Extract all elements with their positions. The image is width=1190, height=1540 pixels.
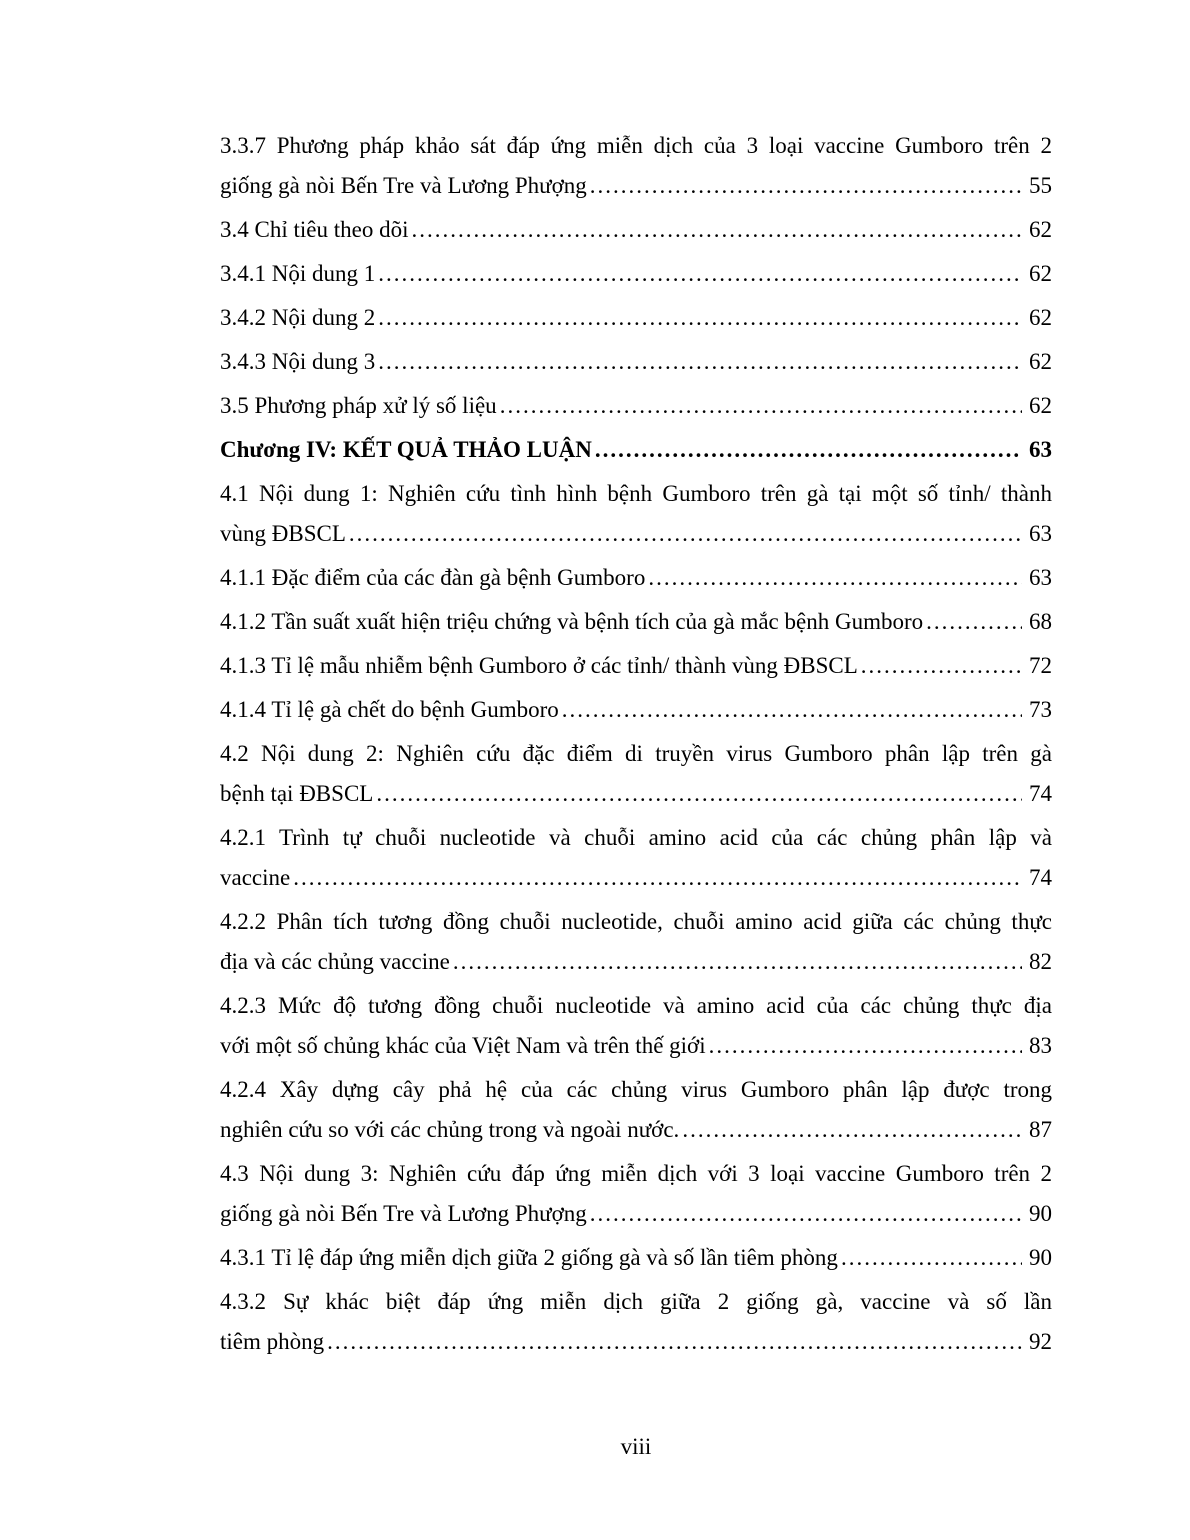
toc-page-number: 90 — [1029, 1201, 1052, 1226]
toc-page-number: 62 — [1029, 305, 1052, 330]
toc-entry-text-line: 4.3 Nội dung 3: Nghiên cứu đáp ứng miễn dịch với 3 loại vaccine Gumboro trên 2 — [220, 1161, 1052, 1186]
toc-page-number: 55 — [1029, 173, 1052, 198]
toc-entry — [220, 558, 1052, 598]
toc-entry — [220, 646, 1052, 686]
toc-entry-last-line — [220, 774, 1052, 814]
toc-entry-title: 3.4.1 Nội dung 1 — [220, 261, 376, 286]
toc-leader-dots — [648, 558, 1022, 598]
toc-leader-dots — [376, 774, 1022, 814]
toc-leader-dots — [327, 1322, 1022, 1362]
toc-entry — [220, 342, 1052, 382]
toc-entry-title: giống gà nòi Bến Tre và Lương Phượng — [220, 173, 587, 198]
toc-entry-title: địa và các chủng vaccine — [220, 949, 450, 974]
footer-page-number: viii — [620, 1434, 652, 1459]
toc-entry-text-line: 4.2.2 Phân tích tương đồng chuỗi nucleotide, chuỗi amino acid giữa các chủng thực — [220, 909, 1052, 934]
toc-entry-text-line: 4.3.2 Sự khác biệt đáp ứng miễn dịch giữa 2 giống gà, vaccine và số lần — [220, 1289, 1052, 1314]
toc-entry — [220, 430, 1052, 470]
toc-page-number: 62 — [1029, 349, 1052, 374]
toc-entry — [220, 690, 1052, 730]
toc-entry-title: 3.5 Phương pháp xử lý số liệu — [220, 393, 497, 418]
toc-entry-last-line — [220, 1110, 1052, 1150]
toc-leader-dots — [709, 1026, 1022, 1066]
toc-entry-last-line — [220, 166, 1052, 206]
toc-entry — [220, 1282, 1052, 1362]
toc-entry — [220, 386, 1052, 426]
toc-entry-title: 4.1.4 Tỉ lệ gà chết do bệnh Gumboro — [220, 697, 559, 722]
toc-entry-text-line: 3.3.7 Phương pháp khảo sát đáp ứng miễn dịch của 3 loại vaccine Gumboro trên 2 — [220, 133, 1052, 158]
toc-leader-dots — [595, 430, 1022, 470]
toc-entry-last-line — [220, 690, 1052, 730]
toc-leader-dots — [500, 386, 1022, 426]
toc-entry-title: 3.4 Chỉ tiêu theo dõi — [220, 217, 409, 242]
toc-entry-last-line — [220, 1026, 1052, 1066]
toc-entry-title: 3.4.3 Nội dung 3 — [220, 349, 376, 374]
toc-page-number: 92 — [1029, 1329, 1052, 1354]
toc-list — [220, 126, 1052, 1362]
toc-page-number: 87 — [1029, 1117, 1052, 1142]
toc-entry-title: 4.1.2 Tần suất xuất hiện triệu chứng và bệnh tích của gà mắc bệnh Gumboro — [220, 609, 924, 634]
toc-entry — [220, 1070, 1052, 1150]
toc-leader-dots — [378, 342, 1022, 382]
toc-page-number: 62 — [1029, 393, 1052, 418]
toc-leader-dots — [349, 514, 1022, 554]
toc-leader-dots — [841, 1238, 1022, 1278]
toc-leader-dots — [411, 210, 1022, 250]
toc-entry-title: vaccine — [220, 865, 291, 890]
toc-entry-title: với một số chủng khác của Việt Nam và trên thế giới — [220, 1033, 706, 1058]
toc-entry-text-line: 4.2.3 Mức độ tương đồng chuỗi nucleotide và amino acid của các chủng thực địa — [220, 993, 1052, 1018]
toc-leader-dots — [562, 690, 1022, 730]
toc-entry-last-line — [220, 298, 1052, 338]
toc-page-number: 63 — [1029, 565, 1052, 590]
toc-leader-dots — [861, 646, 1022, 686]
toc-page-number: 68 — [1029, 609, 1052, 634]
toc-entry-title: bệnh tại ĐBSCL — [220, 781, 374, 806]
toc-entry-last-line — [220, 210, 1052, 250]
toc-entry — [220, 902, 1052, 982]
toc-leader-dots — [293, 858, 1022, 898]
toc-entry-title: tiêm phòng — [220, 1329, 325, 1354]
toc-leader-dots — [926, 602, 1022, 642]
toc-page-number: 63 — [1029, 521, 1052, 546]
toc-entry-title: 4.1.1 Đặc điểm của các đàn gà bệnh Gumboro — [220, 565, 646, 590]
toc-entry-title: Chương IV: KẾT QUẢ THẢO LUẬN — [220, 437, 592, 462]
toc-entry-last-line — [220, 254, 1052, 294]
toc-leader-dots — [453, 942, 1022, 982]
toc-page-number: 62 — [1029, 261, 1052, 286]
toc-page-number: 83 — [1029, 1033, 1052, 1058]
toc-page-number: 82 — [1029, 949, 1052, 974]
toc-entry-last-line — [220, 858, 1052, 898]
toc-entry-title: nghiên cứu so với các chủng trong và ngoài nước. — [220, 1117, 680, 1142]
toc-entry-last-line — [220, 386, 1052, 426]
toc-entry-title: 4.1.3 Tỉ lệ mẫu nhiễm bệnh Gumboro ở các tỉnh/ thành vùng ĐBSCL — [220, 653, 858, 678]
toc-entry-text-line: 4.1 Nội dung 1: Nghiên cứu tình hình bệnh Gumboro trên gà tại một số tỉnh/ thành — [220, 481, 1052, 506]
toc-entry-last-line — [220, 430, 1052, 470]
toc-entry-last-line — [220, 942, 1052, 982]
toc-entry-text-line: 4.2.1 Trình tự chuỗi nucleotide và chuỗi amino acid của các chủng phân lập và — [220, 825, 1052, 850]
toc-entry-last-line — [220, 1194, 1052, 1234]
toc-entry — [220, 1238, 1052, 1278]
toc-entry-text-line: 4.2 Nội dung 2: Nghiên cứu đặc điểm di truyền virus Gumboro phân lập trên gà — [220, 741, 1052, 766]
toc-entry-last-line — [220, 514, 1052, 554]
toc-entry-title: giống gà nòi Bến Tre và Lương Phượng — [220, 1201, 587, 1226]
toc-entry — [220, 818, 1052, 898]
toc-entry — [220, 734, 1052, 814]
toc-entry-last-line — [220, 646, 1052, 686]
toc-page-number: 90 — [1029, 1245, 1052, 1270]
toc-leader-dots — [590, 1194, 1022, 1234]
toc-leader-dots — [682, 1110, 1022, 1150]
toc-entry-text-line: 4.2.4 Xây dựng cây phả hệ của các chủng virus Gumboro phân lập được trong — [220, 1077, 1052, 1102]
toc-entry-last-line — [220, 1238, 1052, 1278]
toc-entry — [220, 298, 1052, 338]
toc-entry — [220, 210, 1052, 250]
toc-entry — [220, 602, 1052, 642]
toc-page-number: 74 — [1029, 781, 1052, 806]
toc-entry — [220, 1154, 1052, 1234]
toc-entry-last-line — [220, 1322, 1052, 1362]
toc-leader-dots — [378, 298, 1022, 338]
toc-entry — [220, 986, 1052, 1066]
toc-page-number: 62 — [1029, 217, 1052, 242]
toc-entry-last-line — [220, 558, 1052, 598]
toc-entry — [220, 474, 1052, 554]
toc-entry-last-line — [220, 602, 1052, 642]
toc-entry-title: 3.4.2 Nội dung 2 — [220, 305, 376, 330]
toc-entry-title: 4.3.1 Tỉ lệ đáp ứng miễn dịch giữa 2 giống gà và số lần tiêm phòng — [220, 1245, 838, 1270]
toc-entry-title: vùng ĐBSCL — [220, 521, 346, 546]
toc-page-number: 74 — [1029, 865, 1052, 890]
toc-entry — [220, 126, 1052, 206]
toc-entry — [220, 254, 1052, 294]
toc-leader-dots — [590, 166, 1022, 206]
toc-page-number: 72 — [1029, 653, 1052, 678]
toc-entry-last-line — [220, 342, 1052, 382]
toc-page-number: 63 — [1029, 437, 1052, 462]
toc-page-number: 73 — [1029, 697, 1052, 722]
toc-leader-dots — [378, 254, 1022, 294]
